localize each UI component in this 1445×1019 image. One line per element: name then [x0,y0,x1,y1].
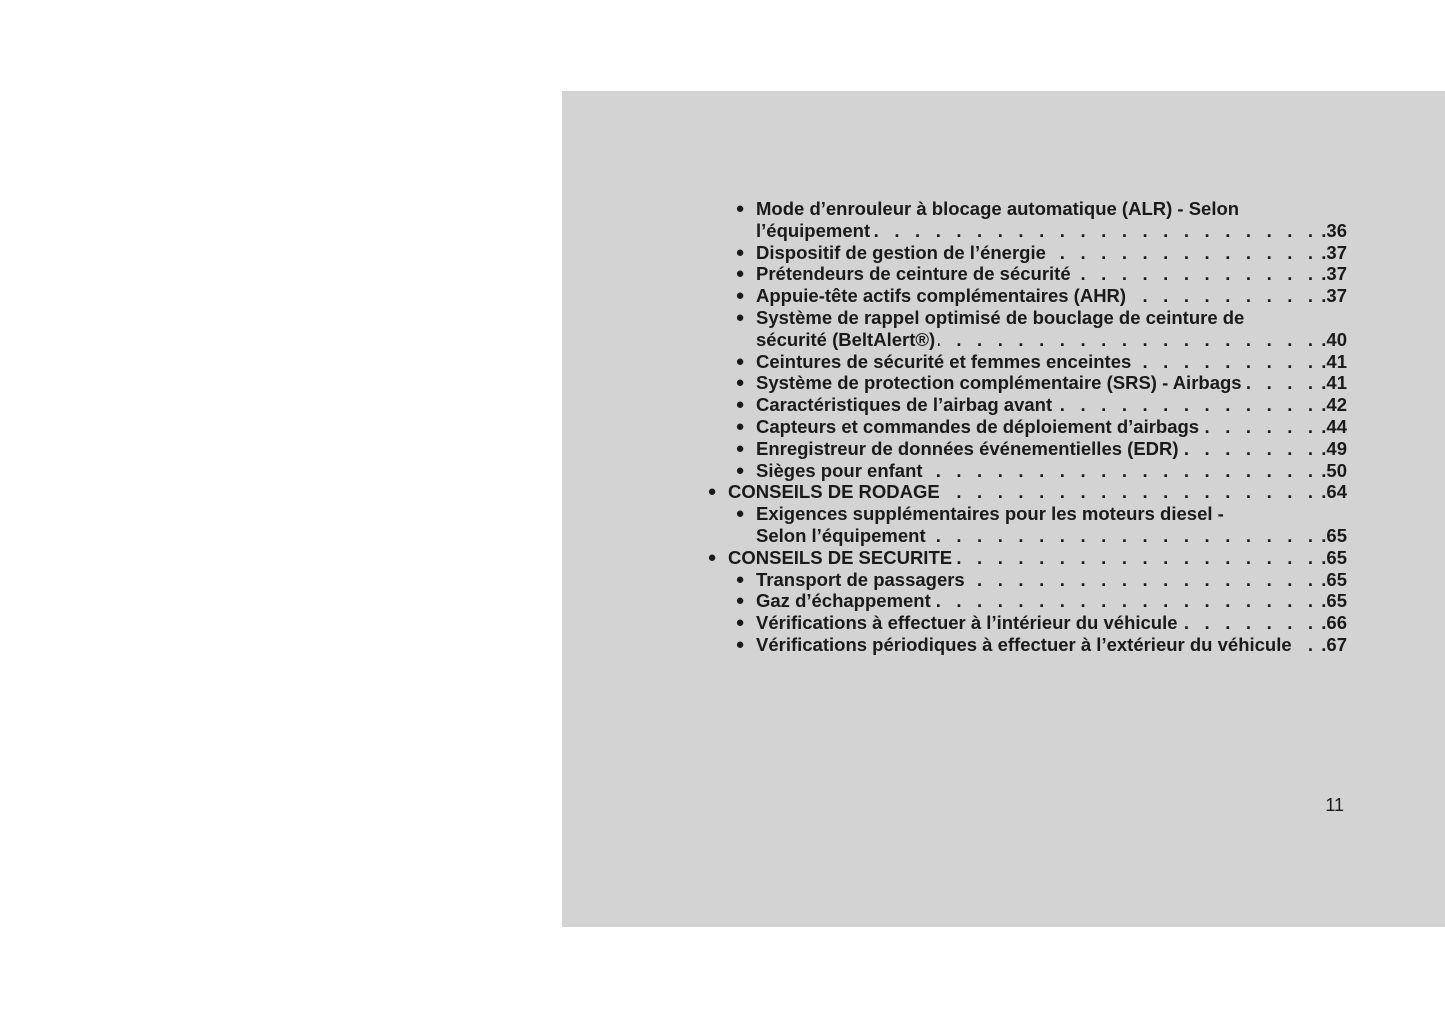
dot-leader [1182,438,1319,460]
dot-leader [934,590,1319,612]
toc-entry-line [756,460,1347,482]
toc-entry-title: Système de rappel optimisé de bouclage de ceinture de [756,306,1245,328]
toc-entry-page: .49 [1321,437,1347,459]
toc-entry[interactable] [702,394,1347,416]
toc-entry-title: Système de protection complémentaire (SRS) - Airbags [756,372,1242,394]
toc-entry[interactable] [702,351,1347,373]
toc-entry-page: .65 [1321,590,1347,612]
toc-section[interactable] [702,547,1347,569]
toc-entry-page: .36 [1321,219,1347,241]
toc-entry-page: .40 [1321,328,1347,350]
toc-entry-line [756,285,1347,307]
bullet-icon: ● [735,243,745,261]
bullet-icon: ● [735,352,745,370]
bullet-icon: ● [735,374,745,392]
manual-page [562,91,1445,927]
toc-entry[interactable] [702,590,1347,612]
toc-entry-title: Caractéristiques de l’airbag avant [756,394,1053,416]
toc-entry-line [756,220,1347,242]
toc-entry-title: Mode d’enrouleur à blocage automatique (ALR) - Selon [756,198,1240,219]
toc-entry-line [756,590,1347,612]
toc-entry-title: Appuie-tête actifs complémentaires (AHR) [756,285,1127,307]
toc-entry[interactable] [702,307,1347,351]
bullet-icon: ● [735,461,745,479]
toc-entry-line [756,569,1347,591]
toc-entry-line [728,481,1347,503]
dot-leader [955,547,1318,569]
toc-entry-line [756,242,1347,264]
toc-entry-page: .64 [1321,481,1347,503]
bullet-icon: ● [735,570,745,588]
bullet-icon: ● [735,614,745,632]
toc-entry-title: Dispositif de gestion de l’énergie [756,241,1046,263]
dot-leader [1055,394,1318,416]
toc-entry-page: .37 [1321,263,1347,285]
toc-entry-title: Prétendeurs de ceinture de sécurité [756,263,1071,285]
toc-entry-line [756,634,1347,656]
page-number: 11 [1325,795,1344,815]
toc-entry-title: l’équipement [756,219,871,241]
toc-entry[interactable] [702,503,1347,547]
dot-leader [1202,416,1318,438]
toc-entry-line [756,198,1347,220]
bullet-icon: ● [735,592,745,610]
toc-entry-title: Enregistreur de données événementielles (EDR) [756,437,1179,459]
toc-entry[interactable] [702,569,1347,591]
toc-entry-title: Capteurs et commandes de déploiement d’airbags [756,415,1200,437]
bullet-icon: ● [735,396,745,414]
bullet-icon: ● [735,308,745,326]
dot-leader [1181,612,1319,634]
dot-leader [1049,242,1318,264]
toc-entry-page: .50 [1321,459,1347,481]
dot-leader [1074,263,1319,285]
toc-entry-title: Vérifications à effectuer à l’intérieur du véhicule [756,612,1178,634]
toc-entry-line [756,394,1347,416]
bullet-icon: ● [735,287,745,305]
dot-leader [1134,351,1318,373]
toc-entry-title: Sièges pour enfant [756,459,923,481]
toc-entry-line [756,612,1347,634]
toc-entry-page: .41 [1321,372,1347,394]
dot-leader [943,481,1319,503]
toc-entry[interactable] [702,460,1347,482]
toc-section[interactable] [702,481,1347,503]
toc-entry-page: .65 [1321,546,1347,568]
toc-entry-title: Ceintures de sécurité et femmes enceintes [756,350,1132,372]
dot-leader [938,329,1318,351]
toc-entry-line [756,503,1347,525]
dot-leader [873,220,1318,242]
toc-entry-page: .67 [1321,633,1347,655]
toc-entry-title: Exigences supplémentaires pour les moteurs diesel - [756,503,1224,525]
dot-leader [1295,634,1319,656]
toc-entry-page: .65 [1321,524,1347,546]
bullet-icon: ● [735,265,745,283]
dot-leader [926,460,1319,482]
table-of-contents [702,198,1347,656]
toc-entry-title: sécurité (BeltAlert®) [756,328,936,350]
toc-entry[interactable] [702,634,1347,656]
toc-entry-page: .42 [1321,394,1347,416]
toc-entry-line [756,351,1347,373]
toc-entry-title: Vérifications périodiques à effectuer à l’extérieur du véhicule [756,633,1292,655]
toc-entry-page: .44 [1321,415,1347,437]
dot-leader [1129,285,1318,307]
dot-leader [1245,372,1319,394]
toc-section-title: CONSEILS DE SECURITE [728,546,953,568]
toc-entry[interactable] [702,285,1347,307]
dot-leader [929,525,1319,547]
toc-entry[interactable] [702,198,1347,242]
toc-entry-line [756,372,1347,394]
toc-entry-page: .66 [1321,612,1347,634]
toc-entry[interactable] [702,263,1347,285]
toc-entry-title: Gaz d’échappement [756,590,931,612]
toc-entry-line [756,438,1347,460]
toc-entry-line [756,329,1347,351]
bullet-icon: ● [735,200,745,217]
toc-entry-page: .37 [1321,285,1347,307]
toc-entry-page: .37 [1321,241,1347,263]
bullet-icon: ● [707,548,717,566]
bullet-icon: ● [735,635,745,653]
toc-entry[interactable] [702,416,1347,438]
toc-entry-line [728,547,1347,569]
bullet-icon: ● [735,417,745,435]
toc-entry-line [756,307,1347,329]
toc-entry[interactable] [702,612,1347,634]
bullet-icon: ● [735,505,745,523]
toc-section-title: CONSEILS DE RODAGE [728,481,940,503]
toc-entry-line [756,525,1347,547]
toc-entry[interactable] [702,372,1347,394]
toc-entry-page: .41 [1321,350,1347,372]
toc-entry-line [756,416,1347,438]
toc-entry-line [756,263,1347,285]
bullet-icon: ● [707,483,717,501]
toc-entry[interactable] [702,438,1347,460]
bullet-icon: ● [735,439,745,457]
toc-entry-title: Transport de passagers [756,568,965,590]
toc-entry-page: .65 [1321,568,1347,590]
dot-leader [968,569,1319,591]
toc-entry-title: Selon l’équipement [756,524,926,546]
toc-entry[interactable] [702,242,1347,264]
